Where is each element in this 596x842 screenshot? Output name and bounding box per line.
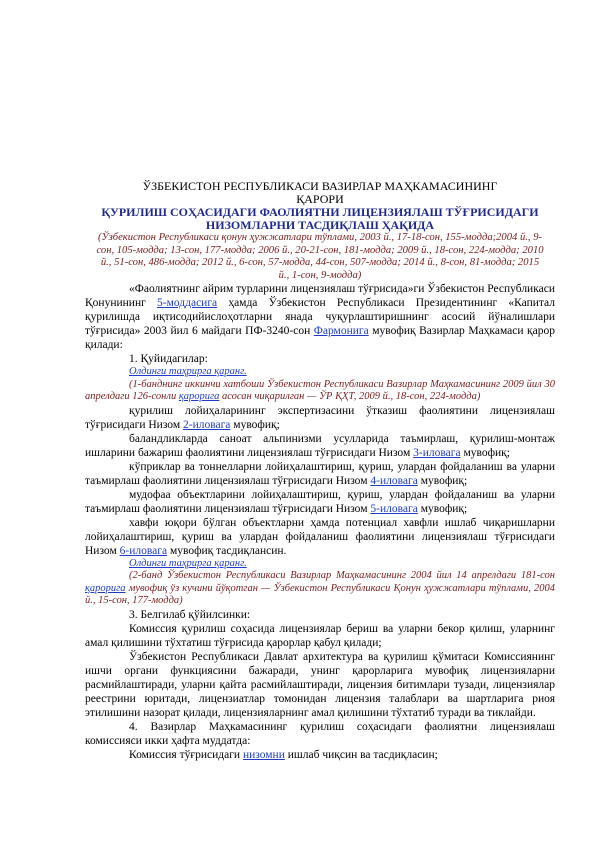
annex-6-link[interactable]: 6-иловага bbox=[119, 544, 168, 557]
document-title-2: НИЗОМЛАРНИ ТАСДИҚЛАШ ҲАҚИДА bbox=[205, 218, 435, 232]
item-3-paragraph-b: Ўзбекистон Республикаси Давлат архитектура ва қурилиш қўмитаси Комиссиянинг ишчи органи функциясини бажаради, унинг қарорларига мувофиқ лицензияларни расмийлаштиради, уларни қайта расмийлаштиради, лицензия битимлари тузади, лицензиялар реестрини юритади, лицензиатлар томонидан лицензия талаблари ва шартларига риоя этилишини назорат қилади, лицензияларнинг амал қилишини тўхтатиб туради ва тиклайди. bbox=[85, 650, 555, 719]
regulation-item-6: хавфи юқори бўлган объектларни ҳамда потенциал хавфли ишлаб чиқаришларни лойиҳалаштириш, қуриш ва улардан фойдаланиш фаолиятини лицензиялаш тўғрисидаги Низом 6-иловага мувофиқ тасдиқлансин. bbox=[85, 516, 555, 557]
regulation-item-4: кўприклар ва тоннелларни лойиҳалаштириш, қуриш, улардан фойдаланиш ва уларни таъмирлаш фаолиятини лицензиялаш тўғрисидаги Низом 4-иловага мувофиқ; bbox=[85, 460, 555, 487]
source-line-4: й., 1-сон, 9-модда) bbox=[278, 269, 362, 281]
decree-link[interactable]: Фармонига bbox=[313, 325, 369, 337]
item-4: 4. Вазирлар Маҳкамасининг қурилиш соҳасидаги фаолиятни лицензиялаш комиссияси икки ҳафта муддатда: bbox=[85, 720, 555, 747]
regulation-item-3: баландликларда саноат альпинизми усулларида таъмирлаш, қурилиш-монтаж ишларини бажариш фаолиятини лицензиялаш тўғрисидаги Низом 3-иловага мувофиқ; bbox=[85, 432, 555, 459]
item-3: 3. Белгилаб қўйилсинки: bbox=[129, 608, 251, 621]
amendment-note-1: (1-банднинг иккинчи хатбоши Ўзбекистон Республикаси Вазирлар Маҳкамасининг 2009 йил 30 апрелдаги 126-сонли қарорига асосан чиқарилган — ЎР ҚҲТ, 2009 й., 18-сон, 224-модда) bbox=[85, 378, 555, 402]
amendment-note-2: (2-банд Ўзбекистон Республикаси Вазирлар Маҳкамасининг 2004 йил 14 апрелдаги 181-сон қарорига мувофиқ ўз кучини йўқотган — Ўзбекистон Республикаси Қонун ҳужжатлари тўплами, 2004 й., 15-сон, 177-модда) bbox=[85, 570, 555, 606]
document-page bbox=[85, 180, 555, 762]
item-1: 1. Қуйидагилар: bbox=[129, 353, 208, 365]
annex-2-link[interactable]: 2-иловага bbox=[182, 418, 231, 431]
title-line-1: ЎЗБЕКИСТОН РЕСПУБЛИКАСИ ВАЗИРЛАР МАҲКАМАСИНИНГ bbox=[142, 179, 498, 193]
title-line-2: ҚАРОРИ bbox=[296, 192, 344, 206]
annex-4-link[interactable]: 4-иловага bbox=[370, 474, 418, 487]
source-line-2: сон, 105-модда; 13-сон, 177-модда; 2006 й., 20-21-сон, 181-модда; 2009 й., 18-сон, 224-модда; 2010 bbox=[96, 244, 544, 256]
regulation-item-2: қурилиш лойиҳаларининг экспертизасини ўтказиш фаолиятини лицензиялаш тўғрисидаги Низом 2-иловага мувофиқ; bbox=[85, 404, 555, 431]
document-title-1: ҚУРИЛИШ СОҲАСИДАГИ ФАОЛИЯТНИ ЛИЦЕНЗИЯЛАШ ТЎҒРИСИДАГИ bbox=[101, 205, 539, 219]
item-3-paragraph-a: Комиссия қурилиш соҳасида лицензиялар бериш ва уларни бекор қилиш, уларнинг амал қилишини тўхтатиш тўғрисида қарорлар қабул қилади; bbox=[85, 622, 555, 649]
annex-5-link[interactable]: 5-иловага bbox=[370, 502, 418, 515]
regulation-link[interactable]: низомни bbox=[242, 748, 285, 761]
article-5-link[interactable]: 5-моддасига bbox=[156, 297, 218, 309]
intro-paragraph: «Фаолиятнинг айрим турларини лицензиялаш тўғрисида»ги Ўзбекистон Республикаси Қонунининг 5-моддасига ҳамда Ўзбекистон Республикаси Президентининг «Капитал қурилишда иқтисодийислоҳотларни янада чуқурлаштиришнинг асосий йўналишлари тўғрисида» 2003 йил 6 майдаги ПФ-3240-сон Фармонига мувофиқ Вазирлар Маҳкамаси қарор қилади: bbox=[85, 283, 555, 351]
previous-edition-link-1[interactable]: Олдинги таҳрирга қаранг. bbox=[129, 366, 247, 377]
source-line-1: (Ўзбекистон Республикаси қонун ҳужжатлари тўплами, 2003 й., 17-18-сон, 155-модда;2004 й., 9- bbox=[97, 232, 543, 243]
item-4-paragraph-a: Комиссия тўғрисидаги низомни ишлаб чиқсин ва тасдиқласин; bbox=[129, 748, 438, 761]
regulation-item-5: мудофаа объектларини лойиҳалаштириш, қуриш, улардан фойдаланиш ва уларни таъмирлаш фаолиятини лицензиялаш тўғрисидаги Низом 5-иловага мувофиқ; bbox=[85, 488, 555, 515]
annex-3-link[interactable]: 3-иловага bbox=[413, 446, 461, 459]
resolution-link-2[interactable]: қарорига bbox=[85, 582, 126, 594]
source-line-3: й., 51-сон, 486-модда; 2012 й., 6-сон, 57-модда, 44-сон, 507-модда; 2014 й., 8-сон, 81-модда; 2015 bbox=[100, 257, 540, 268]
previous-edition-link-2[interactable]: Олдинги таҳрирга қаранг. bbox=[129, 557, 247, 569]
resolution-link-1[interactable]: қарорига bbox=[178, 391, 220, 402]
